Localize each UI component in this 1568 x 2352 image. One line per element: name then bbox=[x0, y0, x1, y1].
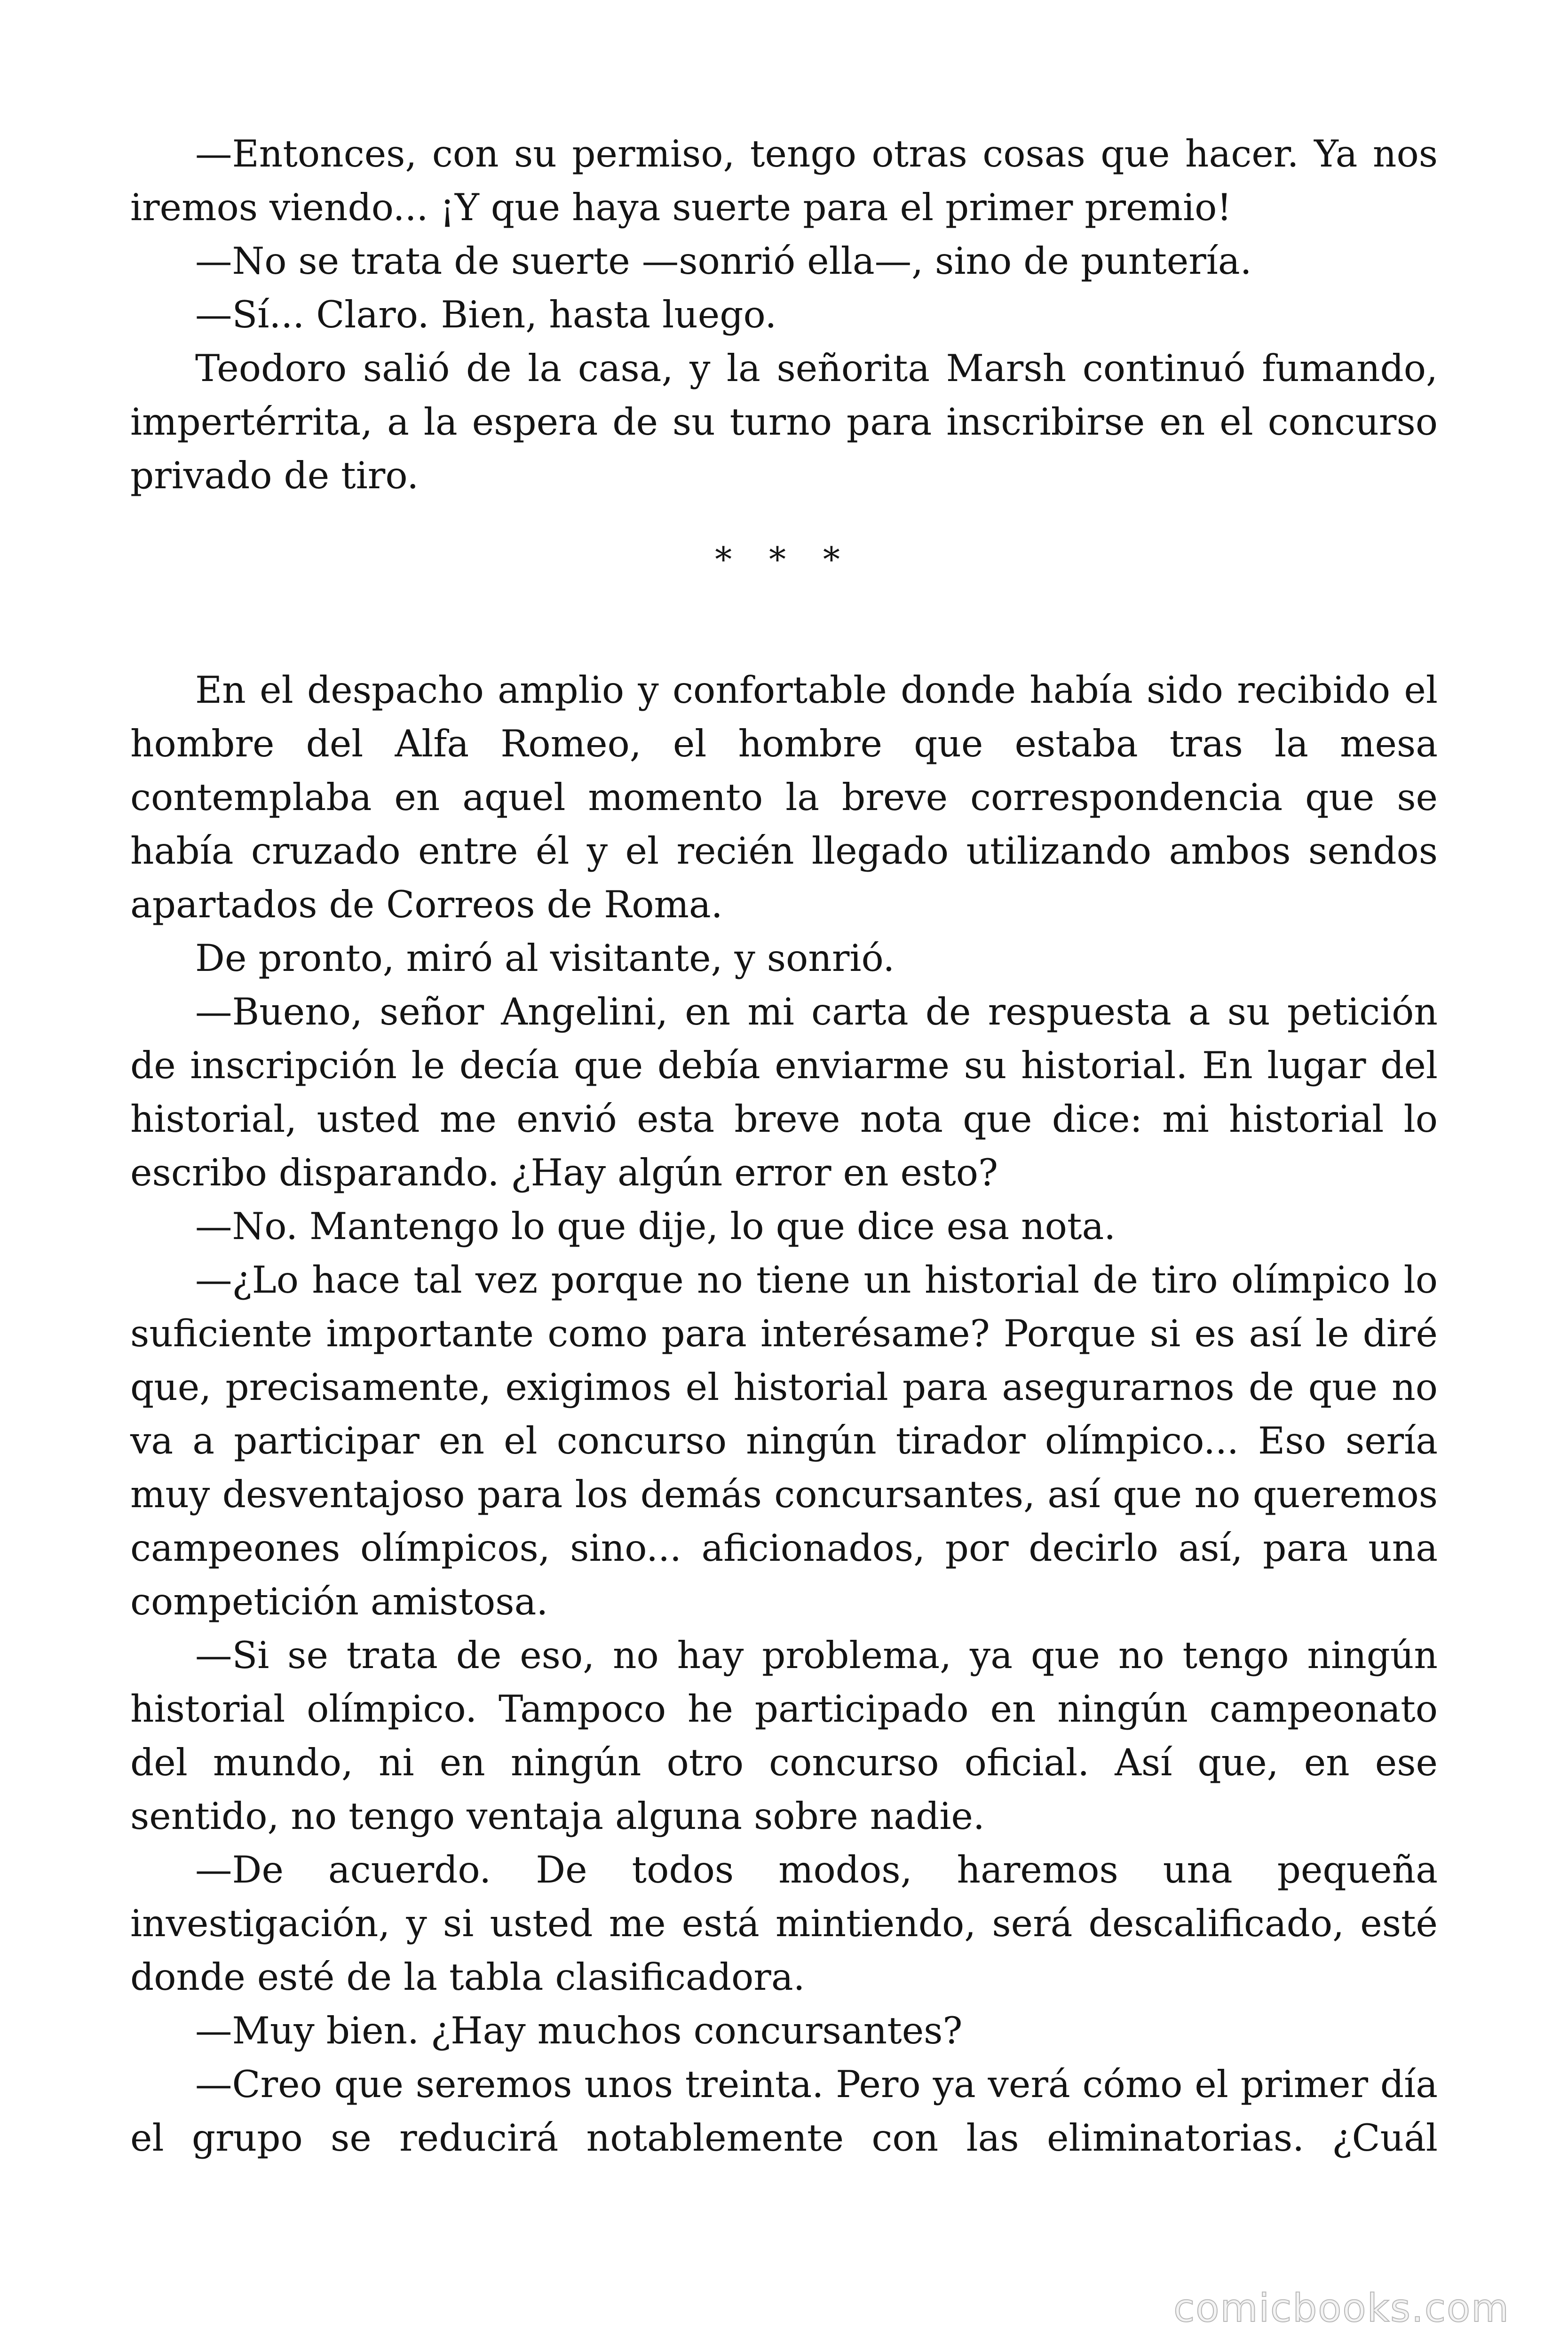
paragraph: —No se trata de suerte —sonrió ella—, sino de puntería. bbox=[195, 239, 1252, 283]
book-page-text bbox=[130, 127, 1438, 2165]
paragraph: —No. Mantengo lo que dije, lo que dice esa nota. bbox=[195, 1205, 1116, 1248]
paragraph: —¿Lo hace tal vez porque no tiene un historial de tiro olímpico lo suficiente importante como para interésame? Porque si es así le diré que, precisamente, exigimos el historial para asegurarnos de que no va a participar en el concurso ningún tirador olímpico... Eso sería muy desventajoso para los demás concursantes, así que no queremos campeones olímpicos, sino... aficionados, por decirlo así, para una competición amistosa. bbox=[130, 1258, 1438, 1623]
paragraph: —De acuerdo. De todos modos, haremos una pequeña investigación, y si usted me está mintiendo, será descalificado, esté donde esté de la tabla clasificadora. bbox=[130, 1848, 1438, 1999]
paragraph: Teodoro salió de la casa, y la señorita Marsh continuó fumando, impertérrita, a la espera de su turno para inscribirse en el concurso privado de tiro. bbox=[130, 347, 1438, 497]
paragraph: —Si se trata de eso, no hay problema, ya que no tengo ningún historial olímpico. Tampoco he participado en ningún campeonato del mundo, ni en ningún otro concurso oficial. Así que, en ese sentido, no tengo ventaja alguna sobre nadie. bbox=[130, 1634, 1438, 1838]
paragraph: —Sí... Claro. Bien, hasta luego. bbox=[195, 293, 777, 336]
scene-break-separator: * * * bbox=[715, 540, 853, 579]
watermark-text: comicbooks.com bbox=[1173, 2286, 1510, 2331]
paragraph: —Bueno, señor Angelini, en mi carta de respuesta a su petición de inscripción le decía que debía enviarme su historial. En lugar del historial, usted me envió esta breve nota que dice: mi historial lo escribo disparando. ¿Hay algún error en esto? bbox=[130, 990, 1438, 1194]
paragraph: —Entonces, con su permiso, tengo otras cosas que hacer. Ya nos iremos viendo... ¡Y que haya suerte para el primer premio! bbox=[130, 132, 1438, 229]
paragraph: —Muy bien. ¿Hay muchos concursantes? bbox=[195, 2009, 963, 2052]
paragraph: En el despacho amplio y confortable donde había sido recibido el hombre del Alfa Romeo, el hombre que estaba tras la mesa contemplaba en aquel momento la breve correspondencia que se había cruzado entre él y el recién llegado utilizando ambos sendos apartados de Correos de Roma. bbox=[130, 668, 1438, 926]
paragraph: —Creo que seremos unos treinta. Pero ya verá cómo el primer día el grupo se reducirá notablemente con las eliminatorias. ¿Cuál bbox=[130, 2063, 1438, 2160]
paragraph: De pronto, miró al visitante, y sonrió. bbox=[195, 937, 895, 980]
